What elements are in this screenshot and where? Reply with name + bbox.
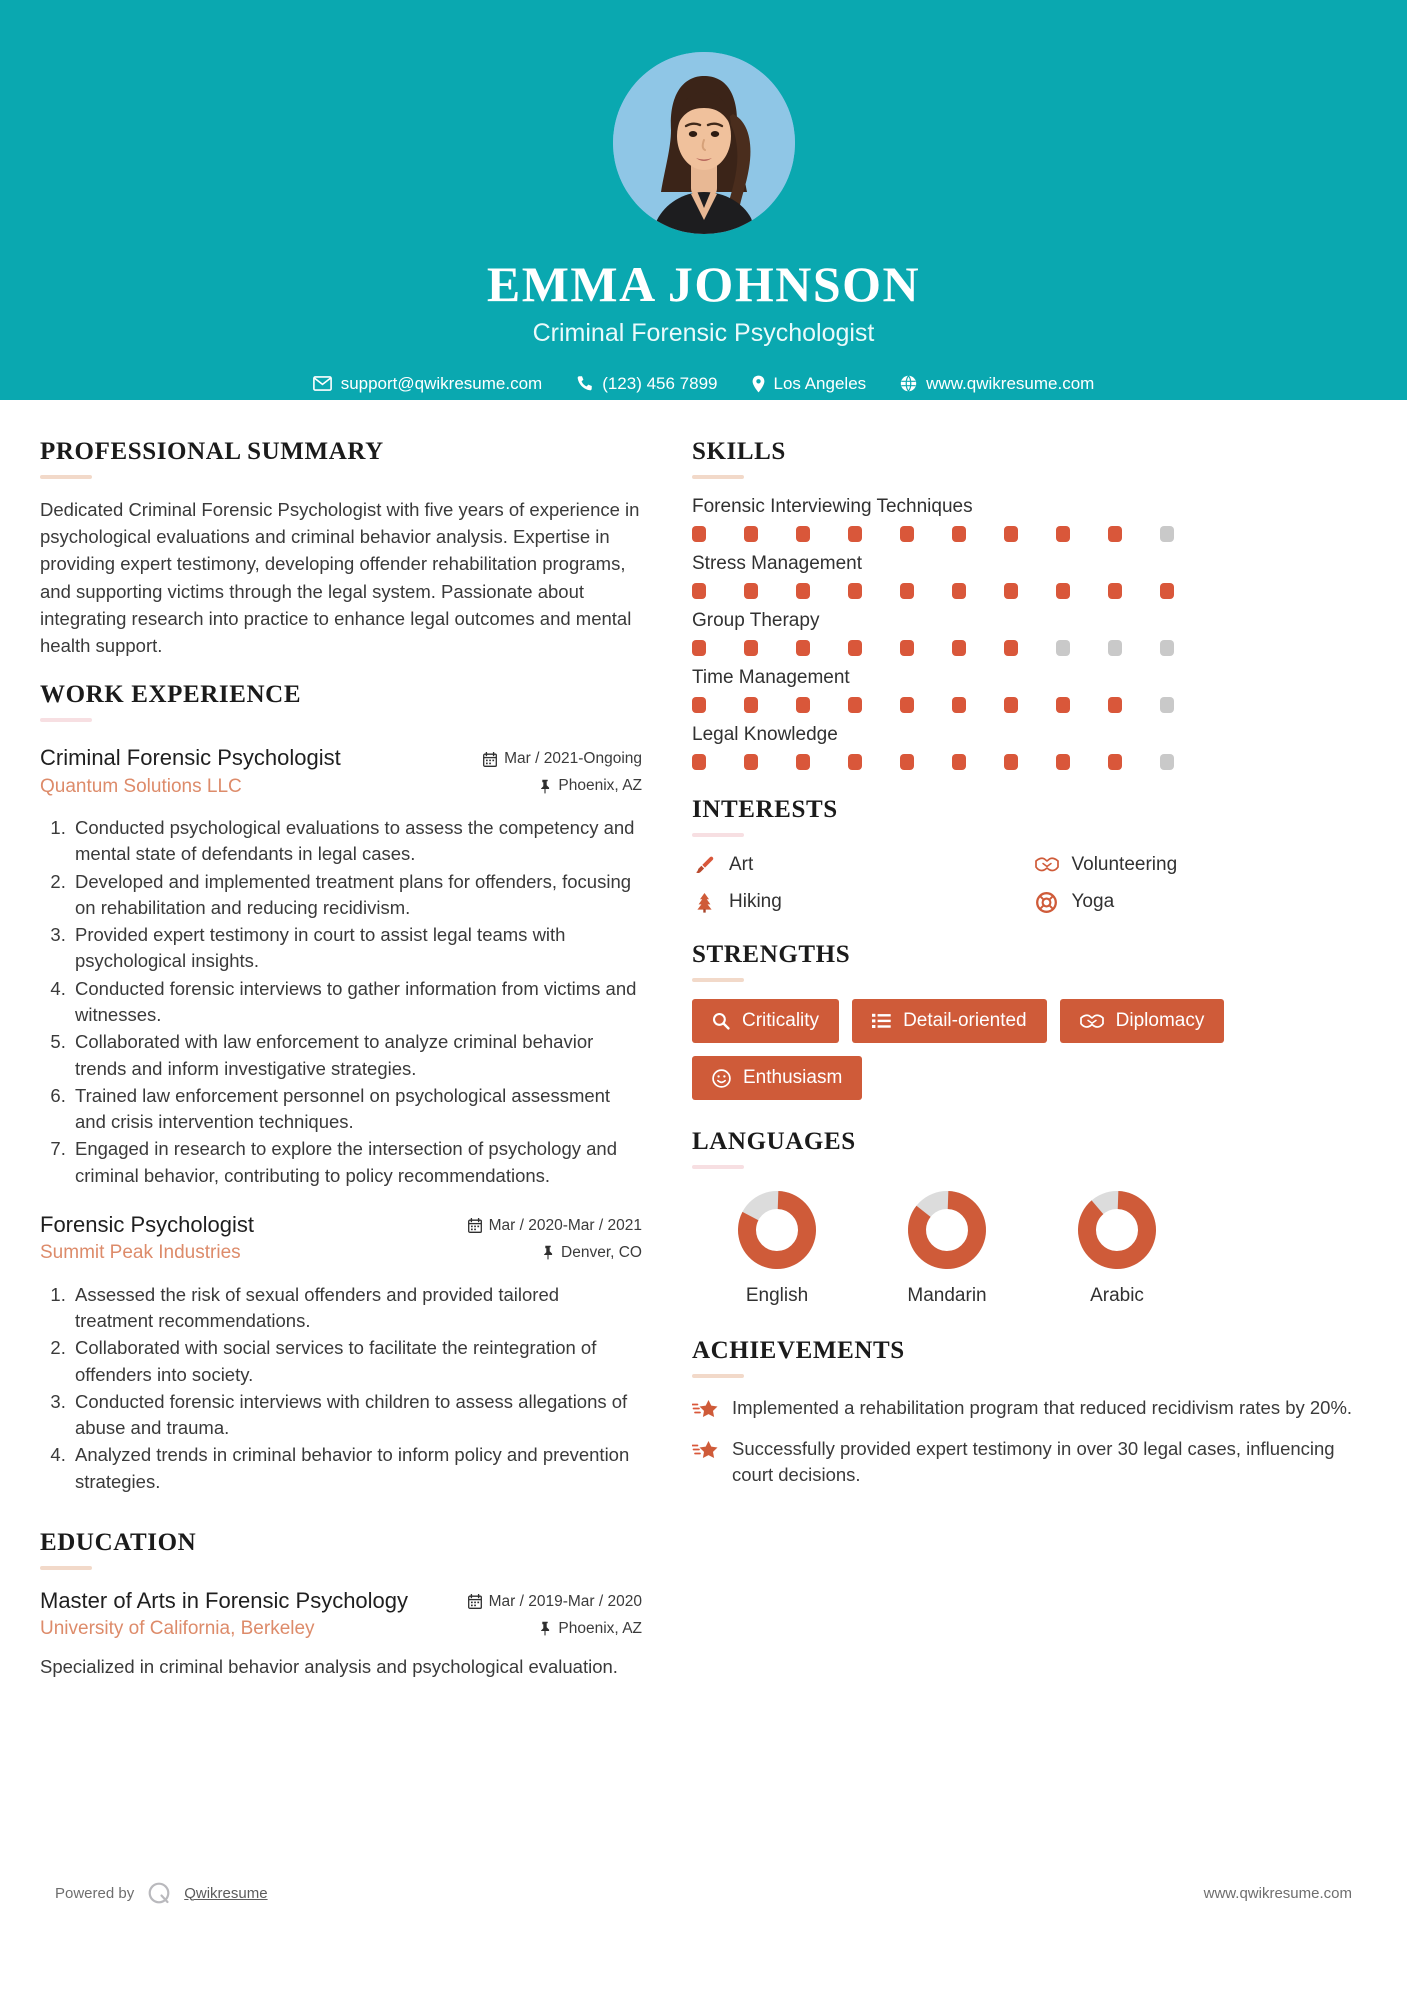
skill-row bbox=[692, 496, 1367, 542]
education-school: University of California, Berkeley bbox=[40, 1618, 315, 1640]
strengths-list bbox=[692, 999, 1367, 1100]
skill-row bbox=[692, 724, 1367, 770]
education-dates-row bbox=[468, 1593, 642, 1611]
skill-dot-filled bbox=[1004, 526, 1018, 542]
smiley-icon bbox=[712, 1069, 731, 1088]
interests-grid bbox=[692, 854, 1367, 913]
list-item: 2. Collaborated with social services to facilitate the reintegration of offenders into society. bbox=[71, 1335, 642, 1388]
shooting-star-icon bbox=[692, 1436, 718, 1461]
skill-dot-filled bbox=[900, 640, 914, 656]
interest-label: Yoga bbox=[1071, 891, 1115, 912]
contact-email-text: support@qwikresume.com bbox=[340, 373, 543, 393]
footer-powered-by-label: Powered by bbox=[55, 1884, 135, 1902]
skill-dot-filled bbox=[1108, 526, 1122, 542]
work-entry bbox=[40, 1211, 642, 1495]
skill-dot-filled bbox=[952, 754, 966, 770]
contact-location bbox=[735, 374, 884, 394]
contact-bar bbox=[0, 374, 1407, 394]
work-bullets bbox=[40, 1282, 642, 1495]
work-location: Denver, CO bbox=[561, 1243, 642, 1261]
section-interests bbox=[692, 796, 1367, 913]
skill-dot-empty bbox=[1056, 640, 1070, 656]
language-donut-chart bbox=[734, 1187, 820, 1273]
contact-location-text: Los Angeles bbox=[773, 373, 867, 393]
section-rule bbox=[40, 1566, 92, 1570]
contact-phone[interactable] bbox=[559, 374, 734, 394]
envelope-icon bbox=[313, 376, 332, 391]
strength-detail-oriented bbox=[852, 999, 1047, 1043]
interest-label: Hiking bbox=[729, 891, 782, 912]
language-item bbox=[1032, 1187, 1202, 1307]
skill-dot-filled bbox=[692, 754, 706, 770]
section-rule bbox=[40, 718, 92, 722]
tree-icon bbox=[692, 892, 716, 913]
section-rule bbox=[40, 475, 92, 479]
achievement-text: Implemented a rehabilitation program that reduced recidivism rates by 20%. bbox=[732, 1397, 1353, 1418]
calendar-icon bbox=[483, 752, 497, 767]
skill-dot-empty bbox=[1160, 697, 1174, 713]
qwikresume-logo-icon bbox=[146, 1880, 172, 1906]
strength-label: Enthusiasm bbox=[743, 1067, 843, 1088]
strength-criticality bbox=[692, 999, 839, 1043]
section-heading-summary: PROFESSIONAL SUMMARY bbox=[40, 438, 384, 465]
skill-rating bbox=[692, 583, 1367, 599]
work-entry bbox=[40, 744, 642, 1189]
work-location-row bbox=[483, 777, 642, 795]
skill-dot-filled bbox=[1056, 697, 1070, 713]
language-donut-chart bbox=[1074, 1187, 1160, 1273]
skill-dot-filled bbox=[900, 697, 914, 713]
work-dates-row bbox=[468, 1217, 642, 1235]
section-heading-achievements: ACHIEVEMENTS bbox=[692, 1337, 905, 1364]
skill-dot-filled bbox=[952, 583, 966, 599]
section-skills bbox=[692, 438, 1367, 770]
shooting-star-icon bbox=[692, 1395, 718, 1420]
paintbrush-icon bbox=[692, 855, 716, 876]
map-pin-icon bbox=[752, 375, 765, 393]
skill-dot-filled bbox=[952, 526, 966, 542]
skill-dot-filled bbox=[796, 640, 810, 656]
contact-website-text: www.qwikresume.com bbox=[926, 373, 1095, 393]
calendar-icon bbox=[468, 1594, 482, 1609]
skill-name: Stress Management bbox=[692, 553, 863, 574]
list-item: 5. Collaborated with law enforcement to analyze criminal behavior trends and inform investigative strategies. bbox=[71, 1029, 642, 1082]
skill-dot-filled bbox=[692, 583, 706, 599]
section-heading-education: EDUCATION bbox=[40, 1528, 197, 1556]
language-donut-chart bbox=[904, 1187, 990, 1273]
skill-dot-filled bbox=[1004, 640, 1018, 656]
skill-dot-filled bbox=[1004, 697, 1018, 713]
left-column bbox=[40, 400, 662, 1703]
section-achievements bbox=[692, 1337, 1367, 1488]
skill-dot-filled bbox=[900, 526, 914, 542]
avatar-photo bbox=[613, 52, 795, 234]
skill-name: Forensic Interviewing Techniques bbox=[692, 496, 973, 517]
section-professional-summary bbox=[40, 438, 642, 659]
skill-row bbox=[692, 610, 1367, 656]
list-icon bbox=[872, 1013, 891, 1029]
work-dates-row bbox=[483, 750, 642, 768]
section-rule bbox=[692, 833, 744, 837]
skill-row bbox=[692, 667, 1367, 713]
work-location-row bbox=[468, 1244, 642, 1262]
education-location: Phoenix, AZ bbox=[558, 1619, 642, 1637]
list-item: 6. Trained law enforcement personnel on psychological assessment and crisis intervention techniques. bbox=[71, 1083, 642, 1136]
life-ring-icon bbox=[1035, 892, 1059, 913]
list-item: 3. Provided expert testimony in court to assist legal teams with psychological insights. bbox=[71, 922, 642, 975]
strength-label: Detail-oriented bbox=[903, 1010, 1027, 1031]
strength-label: Diplomacy bbox=[1115, 1010, 1205, 1031]
skill-dot-filled bbox=[1056, 754, 1070, 770]
skill-rating bbox=[692, 697, 1367, 713]
work-role: Criminal Forensic Psychologist bbox=[40, 745, 341, 771]
summary-text: Dedicated Criminal Forensic Psychologist with five years of experience in psychological evaluations and criminal behavior analysis. Expertise in providing expert testimony, developing offender rehabilitation programs, and supporting victims through the legal system. Passionate about integrating research into practice to enhance legal outcomes and mental health support. bbox=[40, 499, 640, 656]
skill-name: Time Management bbox=[692, 667, 850, 688]
skill-dot-filled bbox=[952, 640, 966, 656]
section-heading-strengths: STRENGTHS bbox=[692, 941, 851, 968]
achievement-item bbox=[692, 1436, 1367, 1488]
skill-dot-filled bbox=[1160, 583, 1174, 599]
pushpin-icon bbox=[539, 1621, 551, 1636]
skill-dot-filled bbox=[744, 583, 758, 599]
skill-dot-filled bbox=[692, 526, 706, 542]
skill-dot-filled bbox=[1108, 754, 1122, 770]
skill-rating bbox=[692, 640, 1367, 656]
interest-art bbox=[692, 854, 1025, 876]
language-name: English bbox=[745, 1285, 809, 1306]
resume-header bbox=[0, 0, 1407, 400]
footer-website[interactable]: www.qwikresume.com bbox=[1203, 1884, 1352, 1902]
skill-row bbox=[692, 553, 1367, 599]
skill-dot-empty bbox=[1160, 754, 1174, 770]
list-item: 4. Conducted forensic interviews to gather information from victims and witnesses. bbox=[71, 976, 642, 1029]
education-description: Specialized in criminal behavior analysis and psychological evaluation. bbox=[40, 1655, 618, 1677]
section-education bbox=[40, 1529, 642, 1681]
skill-dot-filled bbox=[848, 754, 862, 770]
skill-dot-filled bbox=[796, 754, 810, 770]
section-rule bbox=[692, 1165, 744, 1169]
skill-rating bbox=[692, 526, 1367, 542]
interest-hiking bbox=[692, 891, 1025, 913]
work-company: Quantum Solutions LLC bbox=[40, 775, 242, 797]
skill-name: Legal Knowledge bbox=[692, 724, 838, 745]
work-meta bbox=[483, 744, 642, 804]
interest-yoga bbox=[1035, 891, 1368, 913]
work-dates: Mar / 2020-Mar / 2021 bbox=[488, 1216, 642, 1234]
pushpin-icon bbox=[539, 779, 551, 794]
professional-title: Criminal Forensic Psychologist bbox=[532, 318, 875, 347]
skill-dot-filled bbox=[848, 583, 862, 599]
skill-dot-filled bbox=[1004, 754, 1018, 770]
skill-dot-filled bbox=[744, 754, 758, 770]
education-meta bbox=[468, 1587, 642, 1647]
section-heading-interests: INTERESTS bbox=[692, 796, 838, 823]
strength-label: Criticality bbox=[742, 1010, 820, 1031]
skill-dot-filled bbox=[900, 583, 914, 599]
section-strengths bbox=[692, 941, 1367, 1100]
contact-website[interactable] bbox=[883, 374, 1111, 394]
education-location-row bbox=[468, 1620, 642, 1638]
work-company: Summit Peak Industries bbox=[40, 1242, 241, 1264]
section-work-experience bbox=[40, 681, 642, 1495]
skill-dot-filled bbox=[848, 697, 862, 713]
section-rule bbox=[692, 978, 744, 982]
section-rule bbox=[692, 475, 744, 479]
skill-dot-filled bbox=[1108, 583, 1122, 599]
list-item: 4. Analyzed trends in criminal behavior to inform policy and prevention strategies. bbox=[71, 1442, 642, 1495]
handshake-icon bbox=[1035, 855, 1059, 875]
right-column bbox=[662, 400, 1367, 1703]
skill-dot-filled bbox=[848, 526, 862, 542]
skill-dot-filled bbox=[952, 697, 966, 713]
skill-dot-filled bbox=[692, 640, 706, 656]
skill-dot-filled bbox=[692, 697, 706, 713]
achievement-text: Successfully provided expert testimony in over 30 legal cases, influencing court decisions. bbox=[732, 1437, 1335, 1485]
resume-body bbox=[0, 400, 1407, 1703]
list-item: 7. Engaged in research to explore the intersection of psychology and criminal behavior, contributing to policy recommendations. bbox=[71, 1136, 642, 1189]
footer-brand-link[interactable]: Qwikresume bbox=[184, 1884, 268, 1902]
phone-icon bbox=[576, 375, 593, 392]
work-bullets bbox=[40, 815, 642, 1189]
section-heading-languages: LANGUAGES bbox=[692, 1128, 856, 1155]
skill-dot-filled bbox=[1056, 583, 1070, 599]
section-heading-work: WORK EXPERIENCE bbox=[40, 681, 302, 709]
skill-dot-empty bbox=[1160, 640, 1174, 656]
skill-dot-filled bbox=[744, 526, 758, 542]
skill-dot-filled bbox=[900, 754, 914, 770]
calendar-icon bbox=[468, 1218, 482, 1233]
section-rule bbox=[692, 1374, 744, 1378]
skill-dot-filled bbox=[1004, 583, 1018, 599]
skill-dot-filled bbox=[744, 640, 758, 656]
section-heading-skills: SKILLS bbox=[692, 438, 786, 465]
search-icon bbox=[712, 1012, 730, 1030]
language-item bbox=[862, 1187, 1032, 1307]
skill-dot-filled bbox=[848, 640, 862, 656]
education-degree: Master of Arts in Forensic Psychology bbox=[40, 1587, 409, 1613]
skill-dot-empty bbox=[1160, 526, 1174, 542]
work-role: Forensic Psychologist bbox=[40, 1211, 254, 1237]
language-name: Mandarin bbox=[907, 1285, 987, 1306]
languages-list bbox=[692, 1187, 1367, 1307]
skill-dot-filled bbox=[796, 583, 810, 599]
language-name: Arabic bbox=[1090, 1285, 1144, 1306]
education-dates: Mar / 2019-Mar / 2020 bbox=[488, 1592, 642, 1610]
contact-phone-text: (123) 456 7899 bbox=[602, 373, 718, 393]
skill-name: Group Therapy bbox=[692, 610, 820, 631]
strength-enthusiasm bbox=[692, 1056, 862, 1100]
interest-label: Art bbox=[729, 854, 754, 875]
work-location: Phoenix, AZ bbox=[558, 777, 642, 795]
work-meta bbox=[468, 1211, 642, 1271]
skill-dot-filled bbox=[1056, 526, 1070, 542]
page-footer bbox=[0, 1880, 1407, 1906]
handshake-icon bbox=[1080, 1012, 1104, 1031]
contact-email[interactable] bbox=[296, 374, 560, 394]
skill-dot-empty bbox=[1108, 640, 1122, 656]
list-item: 2. Developed and implemented treatment plans for offenders, focusing on rehabilitation and reducing recidivism. bbox=[71, 869, 642, 922]
skill-dot-filled bbox=[1108, 697, 1122, 713]
skills-list bbox=[692, 496, 1367, 770]
globe-icon bbox=[900, 375, 917, 392]
skill-dot-filled bbox=[796, 697, 810, 713]
list-item: 1. Conducted psychological evaluations to assess the competency and mental state of defendants in legal cases. bbox=[71, 815, 642, 868]
language-item bbox=[692, 1187, 862, 1307]
avatar bbox=[613, 52, 795, 234]
section-languages bbox=[692, 1128, 1367, 1307]
work-dates: Mar / 2021-Ongoing bbox=[504, 750, 642, 768]
education-entry bbox=[40, 1587, 642, 1681]
interest-label: Volunteering bbox=[1071, 854, 1178, 875]
skill-rating bbox=[692, 754, 1367, 770]
achievement-item bbox=[692, 1395, 1367, 1421]
page-title: EMMA JOHNSON bbox=[486, 256, 921, 312]
skill-dot-filled bbox=[796, 526, 810, 542]
pushpin-icon bbox=[542, 1245, 554, 1260]
interest-volunteering bbox=[1035, 854, 1368, 876]
list-item: 3. Conducted forensic interviews with children to assess allegations of abuse and trauma. bbox=[71, 1389, 642, 1442]
skill-dot-filled bbox=[744, 697, 758, 713]
strength-diplomacy bbox=[1060, 999, 1225, 1043]
list-item: 1. Assessed the risk of sexual offenders and provided tailored treatment recommendations. bbox=[71, 1282, 642, 1335]
